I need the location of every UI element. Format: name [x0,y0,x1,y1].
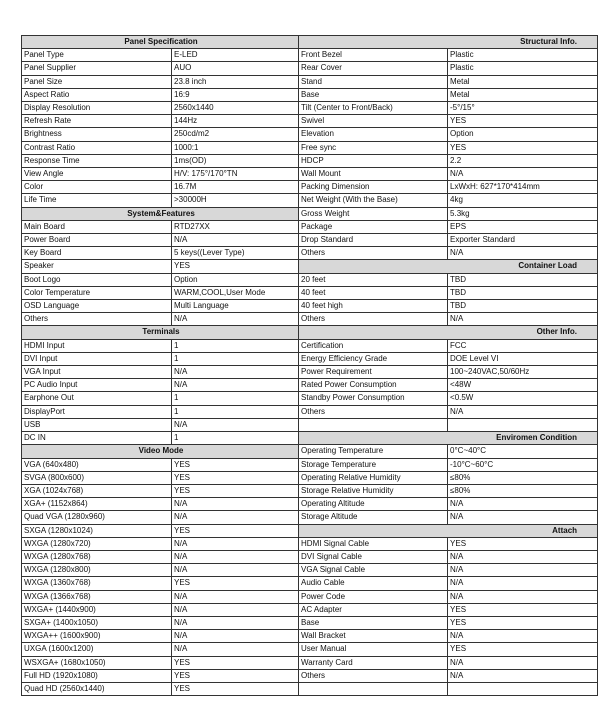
video-mode-label-cell: WXGA+ (1440x900) [22,603,172,616]
attach-label-cell: User Manual [299,643,448,656]
attach-value-cell [448,682,598,695]
system-features-label-cell: Power Board [22,234,172,247]
video-mode-value-cell: YES [172,458,299,471]
table-row [22,260,598,273]
terminals-label-cell: DisplayPort [22,405,172,418]
video-mode-value-cell: N/A [172,498,299,511]
container-load-value-cell: N/A [448,313,598,326]
table-row [22,432,598,445]
environment-condition-label-cell: Storage Temperature [299,458,448,471]
environment-condition-value-cell: 0°C~40°C [448,445,598,458]
panel-specification-value-cell: 1ms(OD) [172,154,299,167]
environment-condition-label-cell: Operating Temperature [299,445,448,458]
structural-info-label-cell: Packing Dimension [299,181,448,194]
container-load-label-cell: 40 feet [299,286,448,299]
structural-info-section-header: Structural Info. [299,36,598,49]
terminals-value-cell: 1 [172,405,299,418]
terminals-value-cell: 1 [172,352,299,365]
panel-specification-label-cell: Brightness [22,128,172,141]
system-features-label-cell: Color Temperature [22,286,172,299]
attach-section-header: Attach [299,524,598,537]
video-mode-label-cell: Full HD (1920x1080) [22,669,172,682]
table-row [22,313,598,326]
other-info-label-cell [299,418,448,431]
environment-condition-label-cell: Operating Relative Humidity [299,471,448,484]
table-row [22,128,598,141]
structural-info-value-cell: -5°/15° [448,102,598,115]
video-mode-label-cell: UXGA (1600x1200) [22,643,172,656]
table-row [22,141,598,154]
panel-specification-label-cell: View Angle [22,168,172,181]
table-row [22,194,598,207]
environment-condition-label-cell: Operating Altitude [299,498,448,511]
terminals-label-cell: VGA Input [22,366,172,379]
terminals-value-cell: 1 [172,339,299,352]
terminals-value-cell: 1 [172,432,299,445]
table-row [22,537,598,550]
terminals-label-cell: DVI Input [22,352,172,365]
system-features-label-cell: Key Board [22,247,172,260]
environment-condition-label-cell: Storage Altitude [299,511,448,524]
structural-info-label-cell: Wall Mount [299,168,448,181]
structural-info-value-cell: N/A [448,168,598,181]
terminals-label-cell: Earphone Out [22,392,172,405]
terminals-label-cell: PC Audio Input [22,379,172,392]
table-row [22,392,598,405]
panel-specification-label-cell: Panel Supplier [22,62,172,75]
system-features-value-cell: WARM,COOL,User Mode [172,286,299,299]
table-row [22,669,598,682]
system-features-value-cell: YES [172,260,299,273]
video-mode-value-cell: YES [172,682,299,695]
system-features-value-cell: RTD27XX [172,220,299,233]
spec-sheet [21,35,597,696]
table-row [22,603,598,616]
attach-value-cell: YES [448,537,598,550]
video-mode-label-cell: VGA (640x480) [22,458,172,471]
video-mode-value-cell: N/A [172,643,299,656]
video-mode-label-cell: WSXGA+ (1680x1050) [22,656,172,669]
other-info-label-cell: Standby Power Consumption [299,392,448,405]
structural-info-value-cell: 2.2 [448,154,598,167]
structural-info-value-cell: Option [448,128,598,141]
structural-info-value-cell: YES [448,115,598,128]
other-info-label-cell: Certification [299,339,448,352]
structural-info-value-cell: Exporter Standard [448,234,598,247]
video-mode-value-cell: N/A [172,590,299,603]
panel-specification-value-cell: 250cd/m2 [172,128,299,141]
video-mode-value-cell: N/A [172,511,299,524]
video-mode-label-cell: SVGA (800x600) [22,471,172,484]
video-mode-value-cell: YES [172,577,299,590]
environment-condition-value-cell: -10°C~60°C [448,458,598,471]
attach-value-cell: N/A [448,577,598,590]
attach-value-cell: N/A [448,669,598,682]
panel-specification-label-cell: Life Time [22,194,172,207]
panel-specification-value-cell: AUO [172,62,299,75]
environment-condition-section-header: Enviromen Condition [299,432,598,445]
attach-value-cell: N/A [448,656,598,669]
table-row [22,102,598,115]
attach-value-cell: N/A [448,564,598,577]
system-features-label-cell: Main Board [22,220,172,233]
video-mode-label-cell: XGA (1024x768) [22,484,172,497]
table-row [22,49,598,62]
panel-specification-value-cell: 144Hz [172,115,299,128]
table-row [22,484,598,497]
system-features-section-header: System&Features [22,207,299,220]
table-row [22,471,598,484]
panel-specification-label-cell: Panel Size [22,75,172,88]
structural-info-value-cell: Metal [448,88,598,101]
terminals-label-cell: DC IN [22,432,172,445]
attach-value-cell: N/A [448,550,598,563]
structural-info-value-cell: Plastic [448,62,598,75]
video-mode-value-cell: YES [172,669,299,682]
container-load-label-cell: 40 feet high [299,300,448,313]
table-row [22,498,598,511]
video-mode-value-cell: N/A [172,630,299,643]
panel-specification-label-cell: Response Time [22,154,172,167]
environment-condition-value-cell: N/A [448,498,598,511]
panel-specification-value-cell: 23.8 inch [172,75,299,88]
panel-specification-label-cell: Color [22,181,172,194]
system-features-label-cell: Speaker [22,260,172,273]
panel-specification-value-cell: 16.7M [172,181,299,194]
panel-specification-value-cell: 2560x1440 [172,102,299,115]
system-features-value-cell: N/A [172,234,299,247]
attach-label-cell: DVI Signal Cable [299,550,448,563]
table-row [22,577,598,590]
system-features-label-cell: Boot Logo [22,273,172,286]
structural-info-label-cell: Net Weight (With the Base) [299,194,448,207]
attach-label-cell: VGA Signal Cable [299,564,448,577]
container-load-value-cell: TBD [448,300,598,313]
attach-value-cell: YES [448,616,598,629]
structural-info-label-cell: Swivel [299,115,448,128]
panel-specification-value-cell: 16:9 [172,88,299,101]
video-mode-value-cell: YES [172,656,299,669]
video-mode-label-cell: WXGA (1280x800) [22,564,172,577]
table-row [22,88,598,101]
terminals-label-cell: USB [22,418,172,431]
other-info-label-cell: Rated Power Consumption [299,379,448,392]
other-info-label-cell: Power Requirement [299,366,448,379]
table-row [22,458,598,471]
system-features-value-cell: 5 keys((Lever Type) [172,247,299,260]
panel-specification-label-cell: Display Resolution [22,102,172,115]
table-row [22,564,598,577]
other-info-value-cell: N/A [448,405,598,418]
table-row [22,154,598,167]
attach-value-cell: YES [448,603,598,616]
video-mode-label-cell: WXGA (1366x768) [22,590,172,603]
terminals-section-header: Terminals [22,326,299,339]
terminals-value-cell: N/A [172,379,299,392]
video-mode-value-cell: YES [172,471,299,484]
attach-label-cell: Warranty Card [299,656,448,669]
environment-condition-label-cell: Storage Relative Humidity [299,484,448,497]
video-mode-value-cell: N/A [172,564,299,577]
panel-specification-value-cell: H/V: 175°/170°TN [172,168,299,181]
table-row [22,326,598,339]
container-load-label-cell: Others [299,313,448,326]
structural-info-value-cell: EPS [448,220,598,233]
structural-info-label-cell: Stand [299,75,448,88]
panel-specification-label-cell: Aspect Ratio [22,88,172,101]
attach-value-cell: YES [448,643,598,656]
video-mode-label-cell: WXGA++ (1600x900) [22,630,172,643]
attach-label-cell: HDMI Signal Cable [299,537,448,550]
table-row [22,352,598,365]
structural-info-value-cell: Metal [448,75,598,88]
table-row [22,75,598,88]
panel-specification-value-cell: >30000H [172,194,299,207]
video-mode-label-cell: XGA+ (1152x864) [22,498,172,511]
video-mode-label-cell: Quad VGA (1280x960) [22,511,172,524]
video-mode-label-cell: WXGA (1280x720) [22,537,172,550]
container-load-value-cell: TBD [448,286,598,299]
video-mode-value-cell: N/A [172,550,299,563]
table-row [22,247,598,260]
other-info-value-cell: FCC [448,339,598,352]
other-info-value-cell [448,418,598,431]
terminals-value-cell: 1 [172,392,299,405]
table-row [22,524,598,537]
table-row [22,168,598,181]
structural-info-label-cell: HDCP [299,154,448,167]
structural-info-value-cell: YES [448,141,598,154]
video-mode-value-cell: YES [172,524,299,537]
video-mode-label-cell: WXGA (1360x768) [22,577,172,590]
attach-label-cell: Wall Bracket [299,630,448,643]
other-info-section-header: Other Info. [299,326,598,339]
table-row [22,234,598,247]
table-row [22,445,598,458]
structural-info-label-cell: Front Bezel [299,49,448,62]
video-mode-value-cell: YES [172,484,299,497]
table-row [22,379,598,392]
other-info-value-cell: 100~240VAC,50/60Hz [448,366,598,379]
table-row [22,366,598,379]
video-mode-label-cell: Quad HD (2560x1440) [22,682,172,695]
table-row [22,286,598,299]
video-mode-section-header: Video Mode [22,445,299,458]
terminals-value-cell: N/A [172,366,299,379]
other-info-value-cell: <0.5W [448,392,598,405]
terminals-label-cell: HDMI Input [22,339,172,352]
other-info-value-cell: DOE Level VI [448,352,598,365]
table-row [22,36,598,49]
system-features-value-cell: Option [172,273,299,286]
structural-info-value-cell: 4kg [448,194,598,207]
terminals-value-cell: N/A [172,418,299,431]
structural-info-label-cell: Others [299,247,448,260]
video-mode-label-cell: SXGA (1280x1024) [22,524,172,537]
attach-label-cell: Audio Cable [299,577,448,590]
attach-value-cell: N/A [448,590,598,603]
table-row [22,405,598,418]
structural-info-label-cell: Drop Standard [299,234,448,247]
structural-info-label-cell: Base [299,88,448,101]
structural-info-label-cell: Tilt (Center to Front/Back) [299,102,448,115]
environment-condition-value-cell: N/A [448,511,598,524]
attach-label-cell: AC Adapter [299,603,448,616]
container-load-label-cell: 20 feet [299,273,448,286]
system-features-label-cell: OSD Language [22,300,172,313]
panel-specification-section-header: Panel Specification [22,36,299,49]
table-row [22,62,598,75]
spec-table [21,35,598,696]
table-row [22,418,598,431]
structural-info-label-cell: Package [299,220,448,233]
attach-label-cell: Base [299,616,448,629]
table-row [22,273,598,286]
table-row [22,181,598,194]
table-row [22,656,598,669]
structural-info-value-cell: Plastic [448,49,598,62]
table-row [22,630,598,643]
structural-info-label-cell: Elevation [299,128,448,141]
system-features-value-cell: Multi Language [172,300,299,313]
panel-specification-value-cell: E-LED [172,49,299,62]
table-row [22,616,598,629]
table-row [22,115,598,128]
other-info-label-cell: Others [299,405,448,418]
structural-info-label-cell: Free sync [299,141,448,154]
structural-info-value-cell: LxWxH: 627*170*414mm [448,181,598,194]
environment-condition-value-cell: ≤80% [448,471,598,484]
panel-specification-value-cell: 1000:1 [172,141,299,154]
other-info-value-cell: <48W [448,379,598,392]
table-row [22,682,598,695]
video-mode-label-cell: SXGA+ (1400x1050) [22,616,172,629]
environment-condition-value-cell: ≤80% [448,484,598,497]
table-row [22,207,598,220]
table-row [22,643,598,656]
structural-info-label-cell: Rear Cover [299,62,448,75]
attach-label-cell: Others [299,669,448,682]
structural-info-value-cell: N/A [448,247,598,260]
other-info-label-cell: Energy Efficiency Grade [299,352,448,365]
container-load-value-cell: TBD [448,273,598,286]
table-row [22,590,598,603]
video-mode-value-cell: N/A [172,603,299,616]
structural-info-label-cell: Gross Weight [299,207,448,220]
table-row [22,300,598,313]
panel-specification-label-cell: Panel Type [22,49,172,62]
video-mode-value-cell: N/A [172,616,299,629]
system-features-label-cell: Others [22,313,172,326]
table-row [22,339,598,352]
structural-info-value-cell: 5.3kg [448,207,598,220]
panel-specification-label-cell: Contrast Ratio [22,141,172,154]
video-mode-value-cell: N/A [172,537,299,550]
attach-label-cell [299,682,448,695]
attach-value-cell: N/A [448,630,598,643]
table-row [22,511,598,524]
system-features-value-cell: N/A [172,313,299,326]
container-load-section-header: Container Load [299,260,598,273]
panel-specification-label-cell: Refresh Rate [22,115,172,128]
table-row [22,550,598,563]
table-row [22,220,598,233]
attach-label-cell: Power Code [299,590,448,603]
video-mode-label-cell: WXGA (1280x768) [22,550,172,563]
